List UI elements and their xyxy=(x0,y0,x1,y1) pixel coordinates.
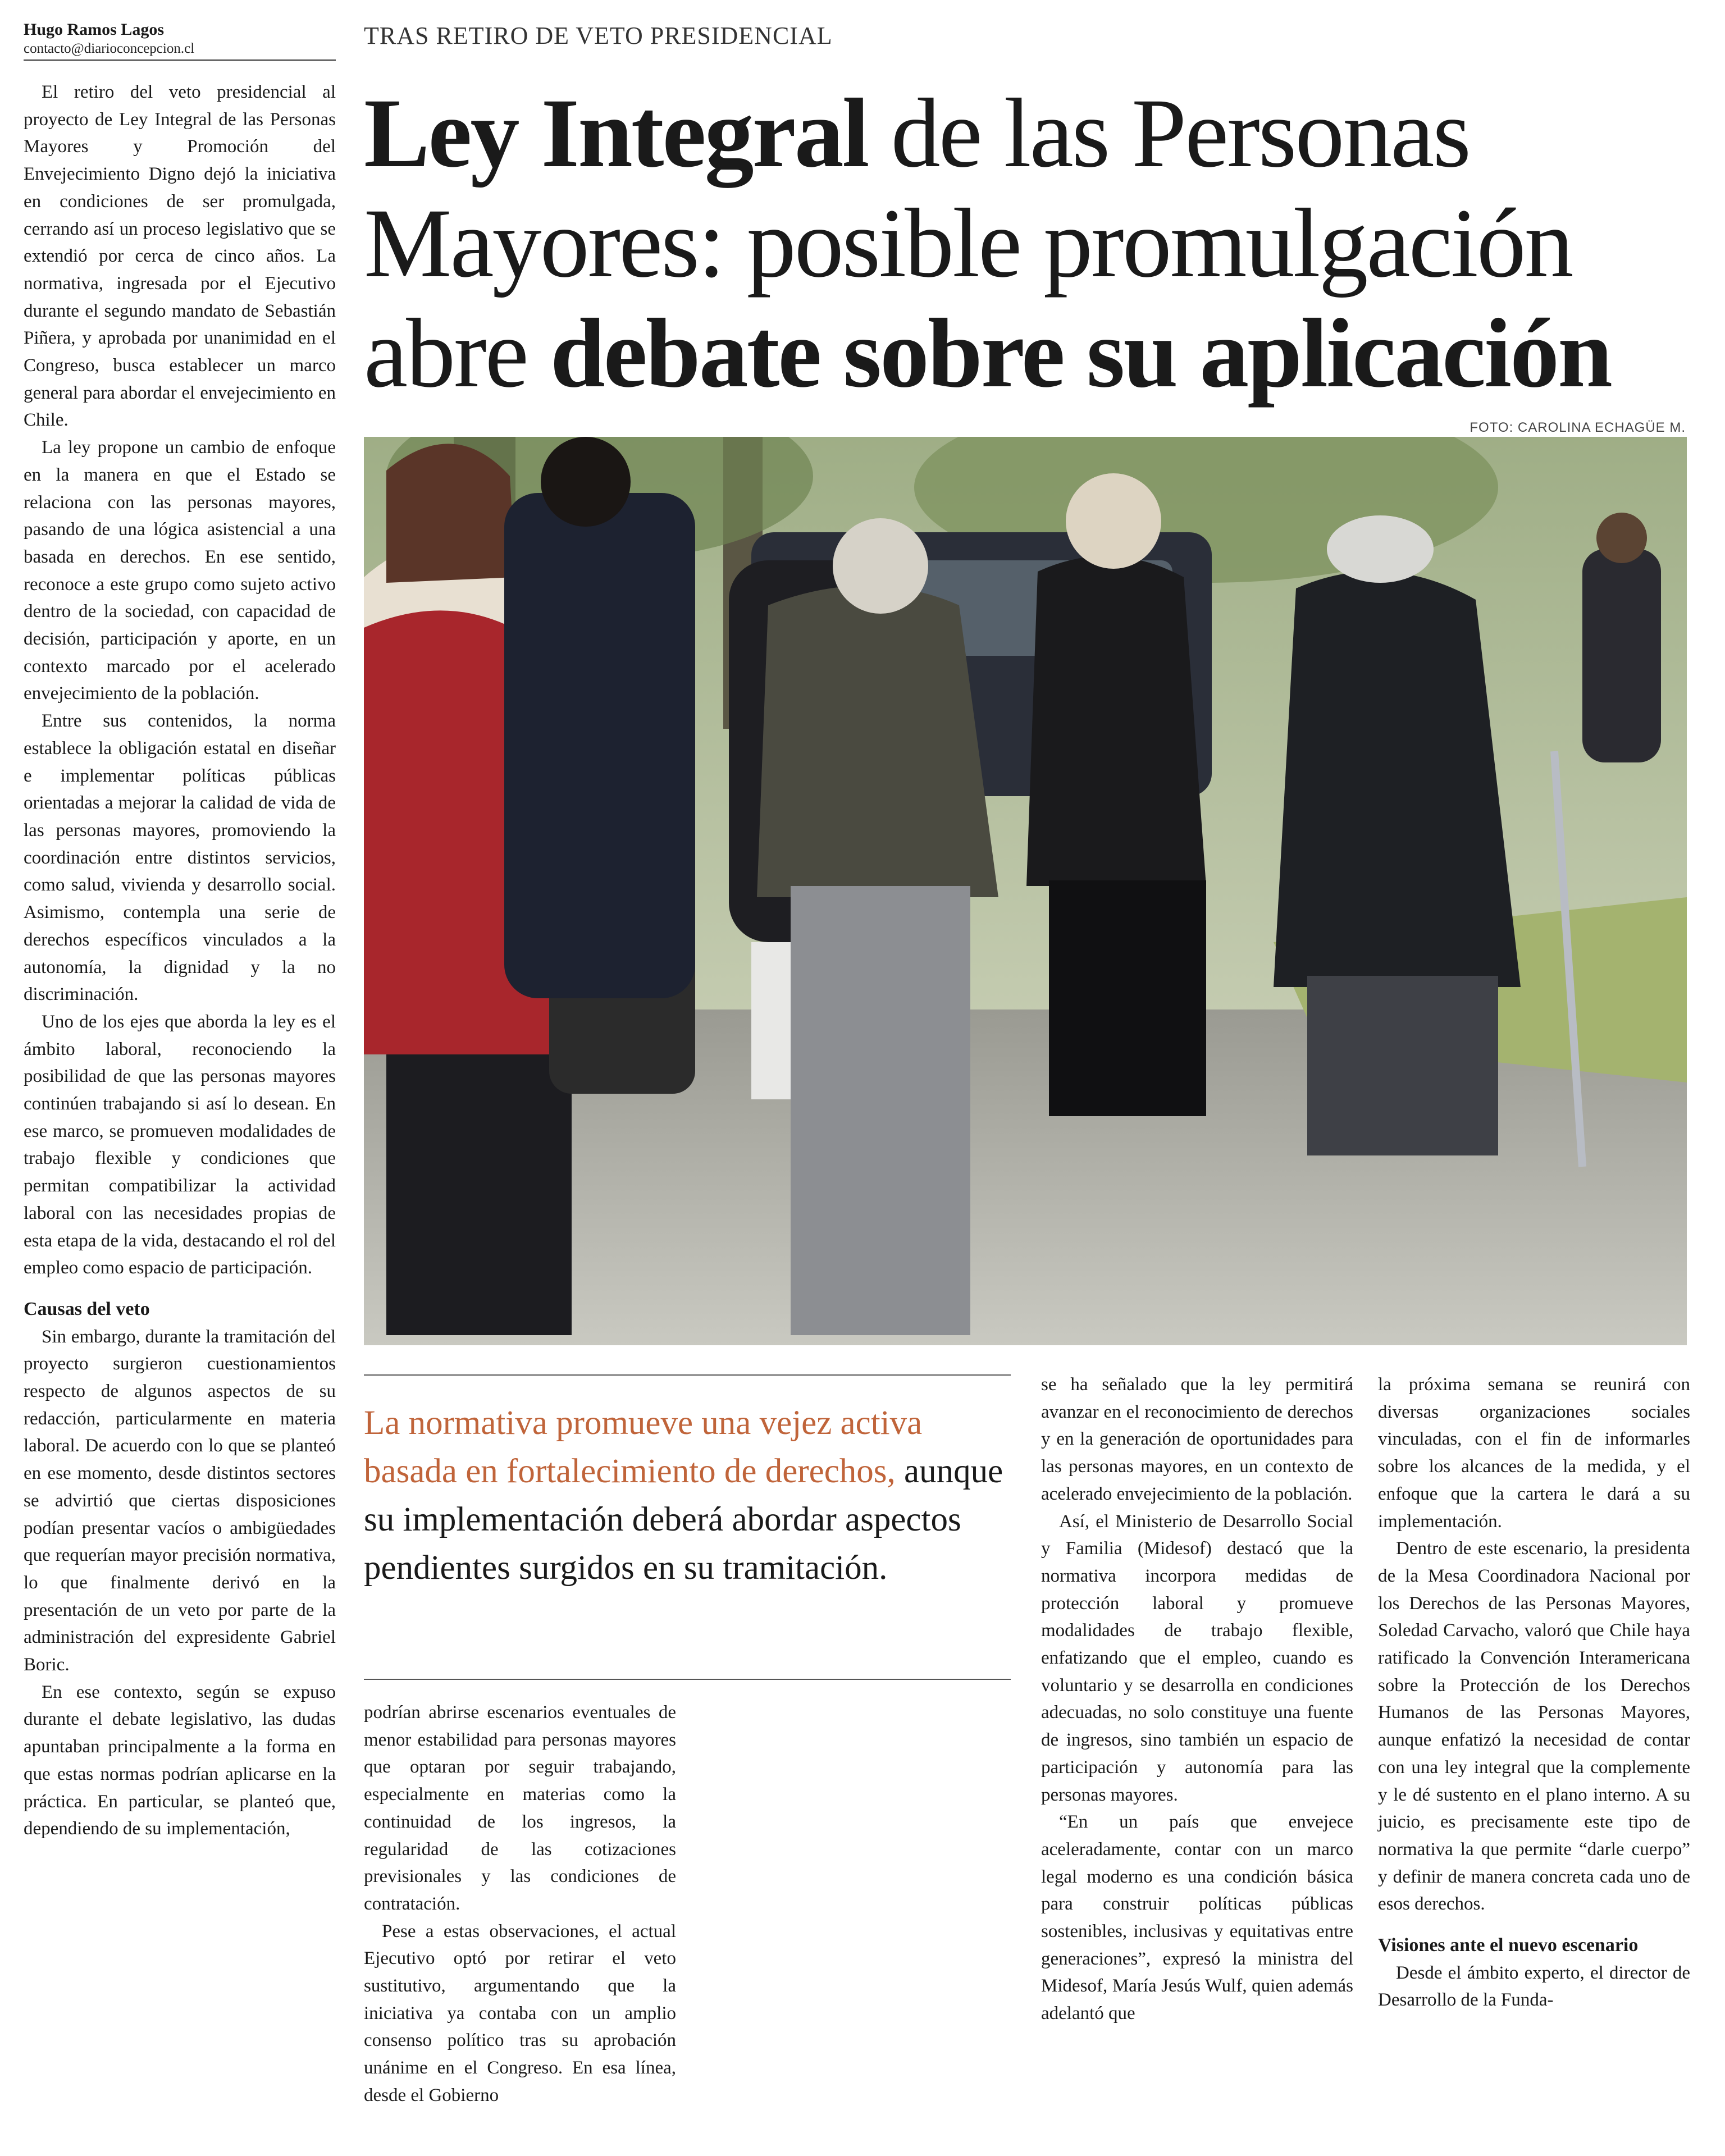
pullquote-bottom-rule xyxy=(364,1679,1011,1680)
pullquote-accent: La normativa promueve una vejez activa basada en fortalecimiento de derechos, xyxy=(364,1404,923,1490)
paragraph: Sin embargo, durante la tramitación del proyecto surgieron cuestionamientos respecto de algunos aspectos de su redacción, particularmente en materia laboral. De acuerdo con lo que se planteó en ese momento, desde distintos sectores se advirtió que ciertas disposiciones podían presentar vacíos o ambigüedades que requerían mayor precisión normativa, lo que finalmente derivó en la presentación de un veto por parte de la administración del expresidente Gabriel Boric. xyxy=(24,1326,336,1675)
paragraph: “En un país que envejece aceleradamente, contar con un marco legal moderno es una condición básica para construir políticas públicas sostenibles, inclusivas y equitativas entre generaciones”, expresó la ministra del Midesof, María Jesús Wulf, quien además adelantó que xyxy=(1041,1812,1353,2024)
author-email: contacto@diarioconcepcion.cl xyxy=(24,41,195,56)
paragraph: Así, el Ministerio de Desarrollo Social y Familia (Midesof) destacó que la normativa incorpora medidas de protección laboral y promueve modalidades de trabajo flexible, enfatizando que el empleo, cuando es voluntario y se desarrolla en condiciones adecuadas, no solo constituye una fuente de ingresos, sino también un espacio de participación y autonomía para las personas mayores. xyxy=(1041,1511,1353,1805)
paragraph: podrían abrirse escenarios eventuales de menor estabilidad para personas mayores que optaran por seguir trabajando, especialmente en materias como la continuidad de los ingresos, la regularidad de las cotizaciones previsionales y las condiciones de contratación. xyxy=(364,1702,676,1914)
article-photo xyxy=(364,437,1687,1345)
article-column-2 xyxy=(364,1699,676,2109)
paragraph: la próxima semana se reunirá con diversas organizaciones sociales vinculadas, con el fin de informarles sobre los alcances de la medida, y el enfoque que la cartera le dará a su implementación. xyxy=(1378,1374,1690,1532)
article-column-1 xyxy=(24,79,336,1843)
paragraph: Dentro de este escenario, la presidenta de la Mesa Coordinadora Nacional por los Derechos de las Personas Mayores, Soledad Carvacho, valoró que Chile haya ratificado la Convención Interamericana sobre la Protección de los Derechos Humanos de las Personas Mayores, aunque enfatizó la necesidad de contar con una ley integral que la complemente y le dé sustento en el plano interno. A su juicio, es precisamente este tipo de normativa la que permite “darle cuerpo” y definir de manera concreta cada uno de esos derechos. xyxy=(1378,1538,1690,1915)
paragraph: La ley propone un cambio de enfoque en la manera en que el Estado se relaciona con las personas mayores, pasando de una lógica asistencial a una basada en derechos. En ese sentido, reconoce a este grupo como sujeto activo dentro de la sociedad, con capacidad de decisión, participación y aporte, en un contexto marcado por el acelerado envejecimiento de la población. xyxy=(24,437,336,704)
paragraph: Uno de los ejes que aborda la ley es el ámbito laboral, reconociendo la posibilidad de que las personas mayores continúen trabajando si así lo desean. En ese marco, se promueven modalidades de trabajo flexible y condiciones que permitan compatibilizar la actividad laboral con las necesidades propias de esta etapa de la vida, destacando el rol del empleo como espacio de participación. xyxy=(24,1011,336,1278)
paragraph: Pese a estas observaciones, el actual Ejecutivo optó por retirar el veto sustitutivo, argumentando que la iniciativa ya contaba con un amplio consenso político tras su aprobación unánime en el Congreso. En esa línea, desde el Gobierno xyxy=(364,1921,676,2105)
section-heading: Visiones ante el nuevo escenario xyxy=(1378,1935,1639,1956)
headline-bold-start: Ley Integral xyxy=(364,79,868,188)
paragraph: Entre sus contenidos, la norma establece la obligación estatal en diseñar e implementar políticas públicas orientadas a mejorar la calidad de vida de las personas mayores, promoviendo la coordinación entre distintos servicios, como salud, vivienda y desarrollo social. Asimismo, contempla una serie de derechos específicos vinculados a la autonomía, la dignidad y la no discriminación. xyxy=(24,711,336,1005)
paragraph: En ese contexto, según se expuso durante el debate legislativo, las dudas apuntaban principalmente a la forma en que estas normas podrían aplicarse en la práctica. En particular, se planteó que, dependiendo de su implementación, xyxy=(24,1682,336,1839)
paragraph: Desde el ámbito experto, el director de Desarrollo de la Funda- xyxy=(1378,1962,1690,2011)
paragraph: El retiro del veto presidencial al proyecto de Ley Integral de las Personas Mayores y Promoción del Envejecimiento Digno dejó la iniciativa en condiciones de ser promulgada, cerrando así un proceso legislativo que se extendió por cerca de cinco años. La normativa, ingresada por el Ejecutivo durante el segundo mandato de Sebastián Piñera, y aprobada por unanimidad en el Congreso, busca establecer un marco general para abordar el envejecimiento en Chile. xyxy=(24,82,336,431)
pullquote xyxy=(364,1399,1004,1592)
paragraph: se ha señalado que la ley permitirá avanzar en el reconocimiento de derechos y en la generación de oportunidades para las personas mayores, en un contexto de acelerado envejecimiento de la población. xyxy=(1041,1374,1353,1504)
photo-illustration xyxy=(364,437,1687,1345)
headline-middle: de las Personas Mayores: posible promulgación abre xyxy=(364,79,1572,408)
section-heading: Causas del veto xyxy=(24,1298,150,1319)
author-name: Hugo Ramos Lagos xyxy=(24,20,165,39)
byline xyxy=(24,19,336,61)
pullquote-rest: aunque su implementación deberá abordar aspectos pendientes surgidos en su tramitación. xyxy=(364,1452,1003,1587)
article-column-3 xyxy=(1041,1371,1353,2027)
pullquote-top-rule xyxy=(364,1374,1011,1376)
kicker: TRAS RETIRO DE VETO PRESIDENCIAL xyxy=(364,22,833,49)
photo-credit: FOTO: CAROLINA ECHAGÜE M. xyxy=(1470,420,1686,435)
headline-bold-end: debate sobre su aplicación xyxy=(550,299,1611,408)
article-column-4 xyxy=(1378,1371,1690,2014)
headline xyxy=(364,79,1712,409)
